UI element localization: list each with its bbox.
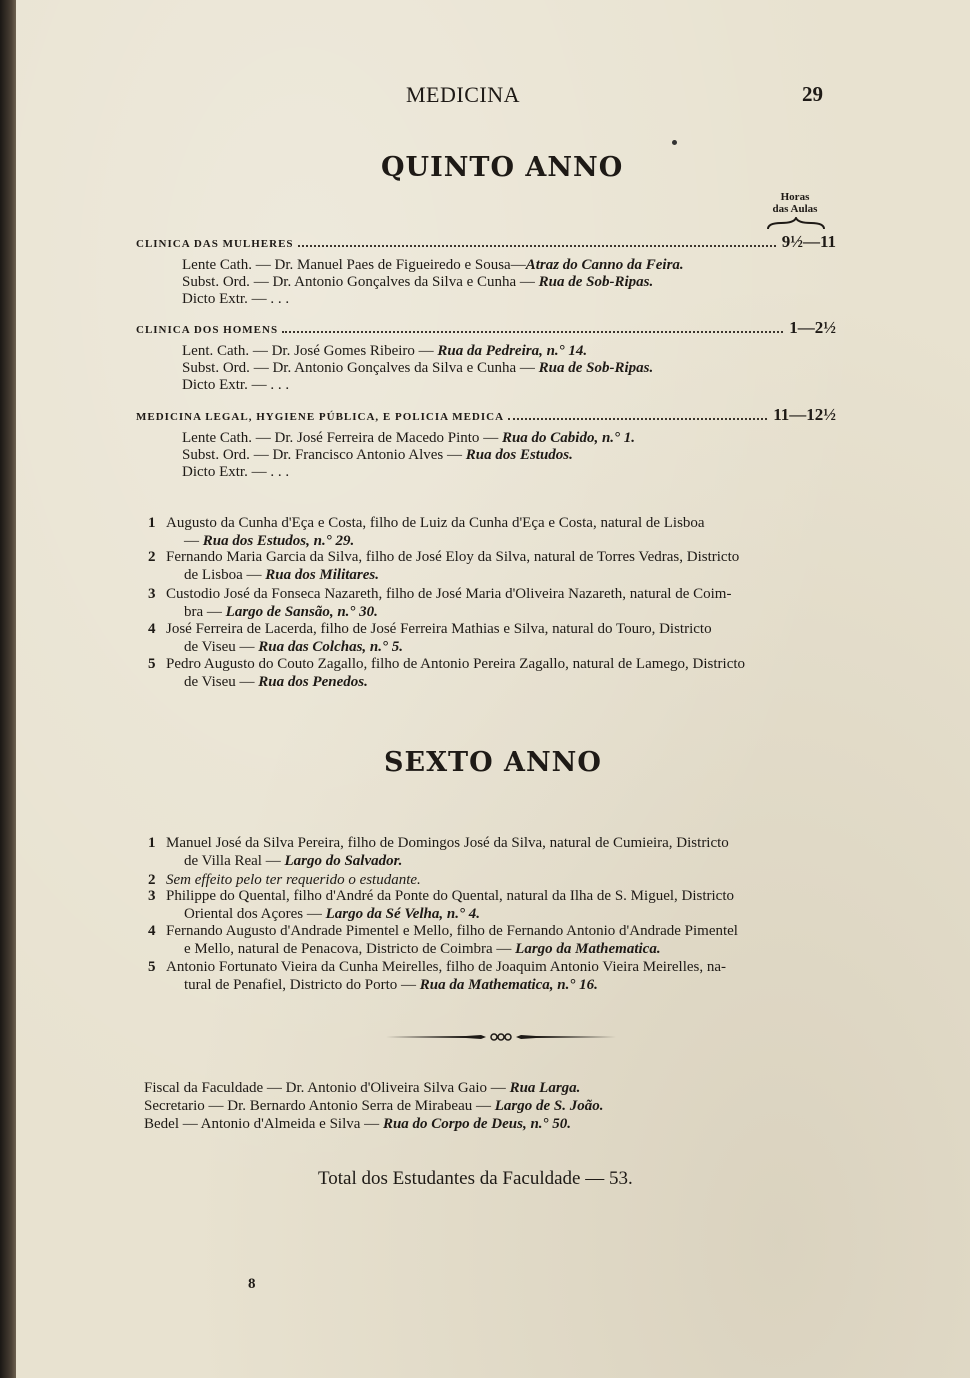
student-entry [148, 655, 838, 691]
student-number: 4 [148, 621, 156, 637]
course-row [136, 405, 836, 425]
course-name: CLINICA DAS MULHERES [136, 238, 294, 250]
student-continuation: de Lisboa — Rua dos Militares. [184, 567, 380, 583]
student-number: 1 [148, 515, 156, 531]
student-text: Antonio Fortunato Vieira da Cunha Meirelles, filho de Joaquim Antonio Vieira Meirelles, na- [166, 959, 727, 975]
staff-line: Lente Cath. — Dr. José Ferreira de Macedo Pinto — Rua do Cabido, n.° 1. [182, 430, 636, 446]
student-entry [148, 620, 838, 656]
student-text: José Ferreira de Lacerda, filho de José Ferreira Mathias e Silva, natural do Touro, Districto [166, 621, 712, 637]
course-name: CLINICA DOS HOMENS [136, 324, 279, 336]
student-entry [148, 958, 838, 994]
book-page [16, 0, 970, 1378]
student-entry [148, 834, 838, 870]
student-number: 1 [148, 835, 156, 851]
officials-list [144, 1079, 603, 1133]
signature-mark: 8 [248, 1276, 256, 1292]
page-number: 29 [802, 82, 823, 106]
student-text: Philippe do Quental, filho d'André da Ponte do Quental, natural da Ilha de S. Miguel, Districto [166, 888, 735, 904]
student-number: 3 [148, 586, 156, 602]
course-hours: 1—2½ [789, 318, 836, 337]
hours-header-line1: Horas [780, 191, 810, 203]
staff-line: Dicto Extr. — . . . [182, 464, 290, 480]
dot-leader [282, 330, 783, 333]
student-text: Manuel José da Silva Pereira, filho de Domingos José da Silva, natural de Cumieira, Districto [166, 835, 729, 851]
total-students: Total dos Estudantes da Faculdade — 53. [318, 1168, 633, 1189]
student-continuation: e Mello, natural de Penacova, Districto de Coimbra — Largo da Mathematica. [184, 941, 661, 957]
course-row [136, 318, 836, 338]
student-number: 4 [148, 923, 156, 939]
student-entry [148, 514, 838, 550]
section-title-quinto: QUINTO ANNO [381, 152, 624, 183]
course-name: MEDICINA LEGAL, HYGIENE PÚBLICA, E POLICIA MEDICA [136, 411, 505, 423]
ornament-rule-icon [386, 1030, 616, 1044]
student-continuation: — Rua dos Estudos, n.° 29. [184, 533, 355, 549]
hours-header-line2: das Aulas [772, 203, 818, 215]
student-number: 2 [148, 872, 156, 888]
staff-line: Lente Cath. — Dr. Manuel Paes de Figueiredo e Sousa—Atraz do Canno da Feira. [182, 257, 684, 273]
student-entry [148, 887, 838, 923]
course-row [136, 232, 836, 252]
student-continuation: de Viseu — Rua das Colchas, n.° 5. [184, 639, 404, 655]
official-line: Fiscal da Faculdade — Dr. Antonio d'Oliveira Silva Gaio — Rua Larga. [144, 1080, 581, 1096]
dot-leader [298, 244, 776, 247]
student-continuation: de Villa Real — Largo do Salvador. [184, 853, 403, 869]
course-hours: 11—12½ [773, 405, 836, 424]
student-number: 2 [148, 549, 156, 565]
running-head: MEDICINA [406, 82, 520, 107]
hours-header [764, 191, 826, 215]
student-text: Fernando Maria Garcia da Silva, filho de José Eloy da Silva, natural de Torres Vedras, Districto [166, 549, 740, 565]
staff-list [182, 343, 653, 394]
staff-line: Dicto Extr. — . . . [182, 291, 290, 307]
student-continuation: tural de Penafiel, Districto do Porto — Rua da Mathematica, n.° 16. [184, 977, 598, 993]
staff-line: Subst. Ord. — Dr. Antonio Gonçalves da Silva e Cunha — Rua de Sob-Ripas. [182, 360, 654, 376]
book-spine [0, 0, 16, 1378]
student-continuation: de Viseu — Rua dos Penedos. [184, 674, 368, 690]
student-text: Fernando Augusto d'Andrade Pimentel e Mello, filho de Fernando Antonio d'Andrade Pimentel [166, 923, 738, 939]
staff-list [182, 430, 635, 481]
staff-list [182, 257, 684, 308]
student-entry [148, 548, 838, 584]
staff-line: Subst. Ord. — Dr. Francisco Antonio Alves — Rua dos Estudos. [182, 447, 573, 463]
staff-line: Lent. Cath. — Dr. José Gomes Ribeiro — Rua da Pedreira, n.° 14. [182, 343, 588, 359]
staff-line: Dicto Extr. — . . . [182, 377, 290, 393]
student-number: 5 [148, 656, 156, 672]
student-continuation: Oriental dos Açores — Largo da Sé Velha, n.° 4. [184, 906, 480, 922]
student-text: Augusto da Cunha d'Eça e Costa, filho de Luiz da Cunha d'Eça e Costa, natural de Lisboa [166, 515, 705, 531]
section-title-sexto: SEXTO ANNO [384, 747, 602, 778]
student-number: 3 [148, 888, 156, 904]
brace-icon [766, 217, 826, 231]
ink-dot [672, 140, 677, 145]
student-text: Pedro Augusto do Couto Zagallo, filho de Antonio Pereira Zagallo, natural de Lamego, Districto [166, 656, 746, 672]
student-entry [148, 922, 838, 958]
staff-line: Subst. Ord. — Dr. Antonio Gonçalves da Silva e Cunha — Rua de Sob-Ripas. [182, 274, 654, 290]
dot-leader [508, 417, 767, 420]
student-number: 5 [148, 959, 156, 975]
official-line: Secretario — Dr. Bernardo Antonio Serra de Mirabeau — Largo de S. João. [144, 1098, 604, 1114]
student-text: Custodio José da Fonseca Nazareth, filho de José Maria d'Oliveira Nazareth, natural de Coim- [166, 586, 732, 602]
student-continuation: bra — Largo de Sansão, n.° 30. [184, 604, 378, 620]
student-entry [148, 585, 838, 621]
course-hours: 9½—11 [781, 232, 836, 251]
official-line: Bedel — Antonio d'Almeida e Silva — Rua do Corpo de Deus, n.° 50. [144, 1116, 572, 1132]
student-text: Sem effeito pelo ter requerido o estudante. [166, 872, 421, 888]
